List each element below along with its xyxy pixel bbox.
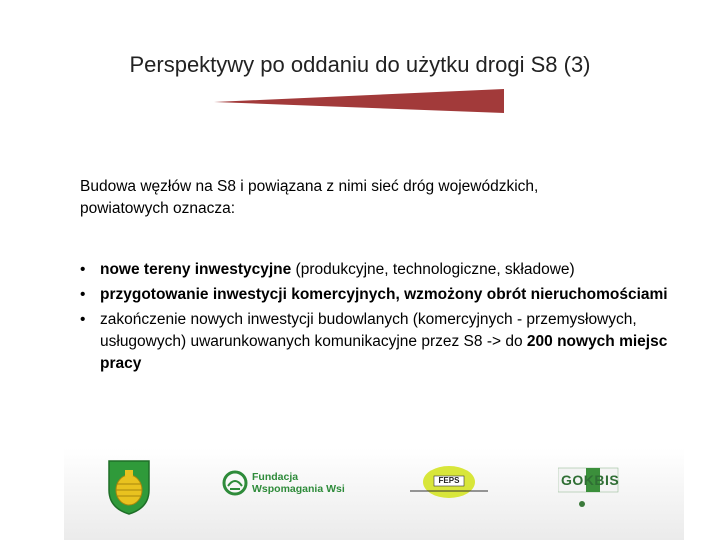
- bullet-1-bold: nowe tereny inwestycyjne: [100, 261, 292, 278]
- partner-logos-strip: [64, 448, 684, 540]
- fundacja-line-1: Fundacja: [252, 471, 299, 483]
- bullet-dot: •: [80, 311, 86, 328]
- fundacja-emblem-icon: [222, 470, 248, 496]
- intro-text: [80, 176, 680, 220]
- bullet-3-text: zakończenie nowych inwestycji budowlanych (komercyjnych - przemysłowych, usługowych) uwarunkowanych komunikacyjne przez S8 -> do: [100, 311, 637, 350]
- title-underline-bar: [214, 86, 506, 116]
- coat-of-arms-logo: [106, 458, 152, 516]
- bullet-item-1: [80, 259, 680, 281]
- bullet-1-text: (produkcyjne, technologiczne, składowe): [291, 261, 575, 278]
- bullet-2-bold: przygotowanie inwestycji komercyjnych, wzmożony obrót nieruchomościami: [100, 286, 668, 303]
- bullet-item-2: [80, 284, 680, 306]
- slide-title: Perspektywy po oddaniu do użytku drogi S8 (3): [129, 52, 591, 77]
- bullet-3-bold: 200 nowych miejsc pracy: [100, 333, 668, 372]
- gokbis-logo-text: GOKBIS: [561, 472, 620, 488]
- bullet-dot: •: [80, 261, 86, 278]
- intro-line-2: powiatowych oznacza:: [80, 200, 236, 217]
- bullet-list: [80, 259, 680, 378]
- feps-logo-text: FEPS: [438, 476, 460, 485]
- intro-line-1: Budowa węzłów na S8 i powiązana z nimi sieć dróg wojewódzkich,: [80, 178, 539, 195]
- bullet-item-3: [80, 309, 680, 375]
- fundacja-line-2: Wspomagania Wsi: [252, 483, 345, 495]
- fundacja-logo-text: [252, 471, 345, 495]
- bullet-dot: •: [80, 286, 86, 303]
